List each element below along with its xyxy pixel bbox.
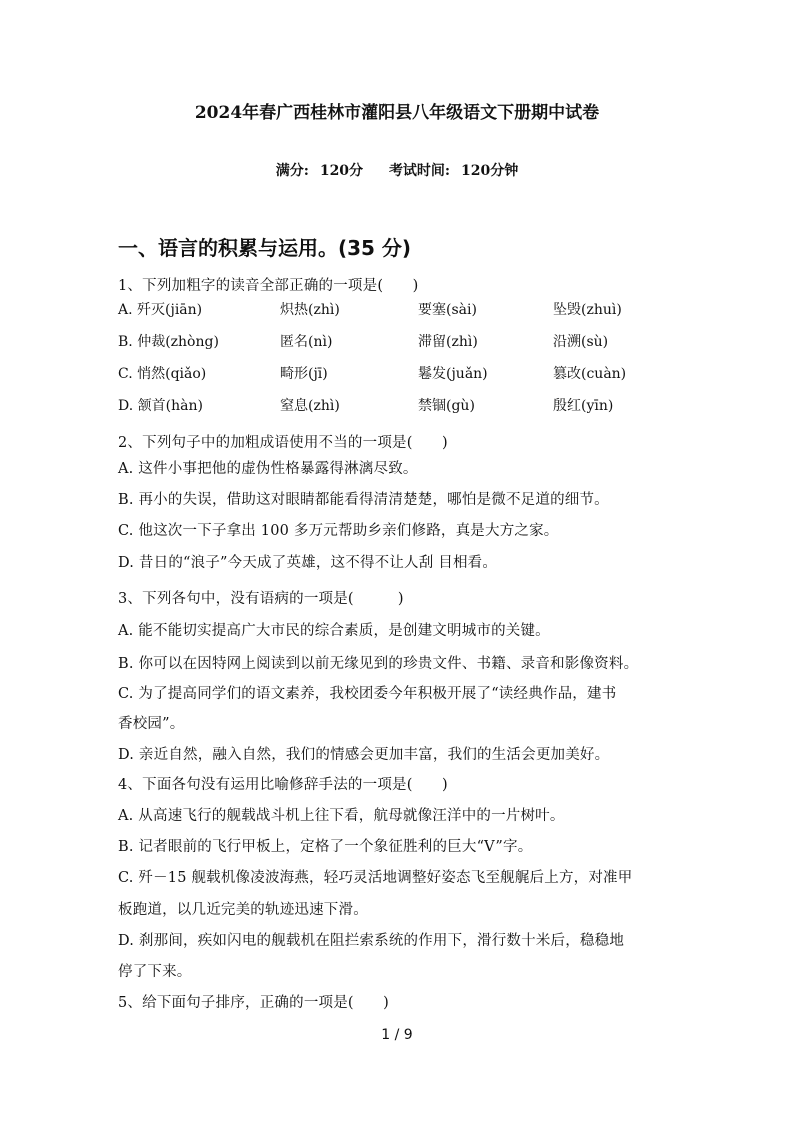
q3-option-c-line1: C. 为了提高同学们的语文素养，我校团委今年积极开展了“读经典作品，建书 — [118, 686, 617, 702]
q2-option-c: C. 他这次一下子拿出 100 多万元帮助乡亲们修路，真是大方之家。 — [118, 523, 559, 539]
q3-stem: 3、下列各句中，没有语病的一项是( ) — [118, 591, 404, 607]
q4-option-a: A. 从高速飞行的舰载战斗机上往下看，航母就像汪洋中的一片树叶。 — [118, 808, 565, 824]
full-score-label: 满分: — [275, 163, 309, 179]
q1-option-d-2: 窒息(zhì) — [280, 398, 340, 414]
q1-option-a-1: A. 歼灭(jiān) — [118, 302, 203, 318]
q4-option-c-line1: C. 歼－15 舰载机像凌波海燕，轻巧灵活地调整好姿态飞至舰艉后上方，对准甲 — [118, 870, 633, 886]
q4-option-c-line2: 板跑道，以几近完美的轨迹迅速下滑。 — [118, 902, 368, 918]
q5-stem: 5、给下面句子排序，正确的一项是( ) — [118, 995, 390, 1011]
q3-option-a: A. 能不能切实提高广大市民的综合素质，是创建文明城市的关键。 — [118, 623, 550, 639]
q4-option-b: B. 记者眼前的飞行甲板上，定格了一个象征胜利的巨大“V”字。 — [118, 839, 533, 855]
q1-option-d-3: 禁锢(gù) — [418, 398, 475, 414]
full-score-value: 120分 — [319, 163, 364, 179]
exam-title: 2024年春广西桂林市灌阳县八年级语文下册期中试卷 — [194, 103, 600, 123]
q1-option-c-3: 鬈发(juǎn) — [418, 366, 488, 382]
q4-option-d-line2: 停了下来。 — [118, 964, 192, 980]
q3-option-d: D. 亲近自然，融入自然，我们的情感会更加丰富，我们的生活会更加美好。 — [118, 747, 610, 763]
q1-option-d-1: D. 颔首(hàn) — [118, 398, 203, 414]
q4-option-d-line1: D. 刹那间，疾如闪电的舰载机在阻拦索系统的作用下，滑行数十米后，稳稳地 — [118, 933, 625, 949]
page-number: 1 / 9 — [381, 1027, 413, 1043]
time-value: 120分钟 — [460, 163, 519, 179]
q1-option-a-2: 炽热(zhì) — [280, 302, 340, 318]
q1-option-c-4: 篡改(cuàn) — [553, 366, 627, 382]
q1-option-a-3: 要塞(sài) — [418, 302, 477, 318]
q1-option-d-4: 殷红(yīn) — [553, 398, 614, 414]
q1-option-b-3: 滞留(zhì) — [418, 334, 478, 350]
q1-option-c-2: 畸形(jī) — [280, 366, 328, 382]
q1-option-c-1: C. 悄然(qiǎo) — [118, 366, 207, 382]
q1-option-a-4: 坠毁(zhuì) — [553, 302, 622, 318]
q2-option-b: B. 再小的失误，借助这对眼睛都能看得清清楚楚，哪怕是微不足道的细节。 — [118, 492, 609, 508]
section-heading: 一、语言的积累与运用。(35 分) — [118, 236, 412, 260]
q1-stem: 1、下列加粗字的读音全部正确的一项是( ) — [118, 278, 419, 294]
q1-option-b-4: 沿溯(sù) — [553, 334, 609, 350]
q2-option-a: A. 这件小事把他的虚伪性格暴露得淋漓尽致。 — [118, 461, 418, 477]
time-label: 考试时间: — [388, 163, 451, 179]
exam-meta — [0, 160, 794, 180]
q3-option-c-line2: 香校园”。 — [118, 716, 185, 732]
q1-option-b-1: B. 仲裁(zhòng) — [118, 334, 219, 350]
q3-option-b: B. 你可以在因特网上阅读到以前无缘见到的珍贵文件、书籍、录音和影像资料。 — [118, 656, 639, 672]
q2-stem: 2、下列句子中的加粗成语使用不当的一项是( ) — [118, 435, 448, 451]
q4-stem: 4、下面各句没有运用比喻修辞手法的一项是( ) — [118, 777, 448, 793]
q2-option-d: D. 昔日的“浪子”今天成了英雄，这不得不让人刮 目相看。 — [118, 555, 498, 571]
q1-option-b-2: 匿名(nì) — [280, 334, 333, 350]
